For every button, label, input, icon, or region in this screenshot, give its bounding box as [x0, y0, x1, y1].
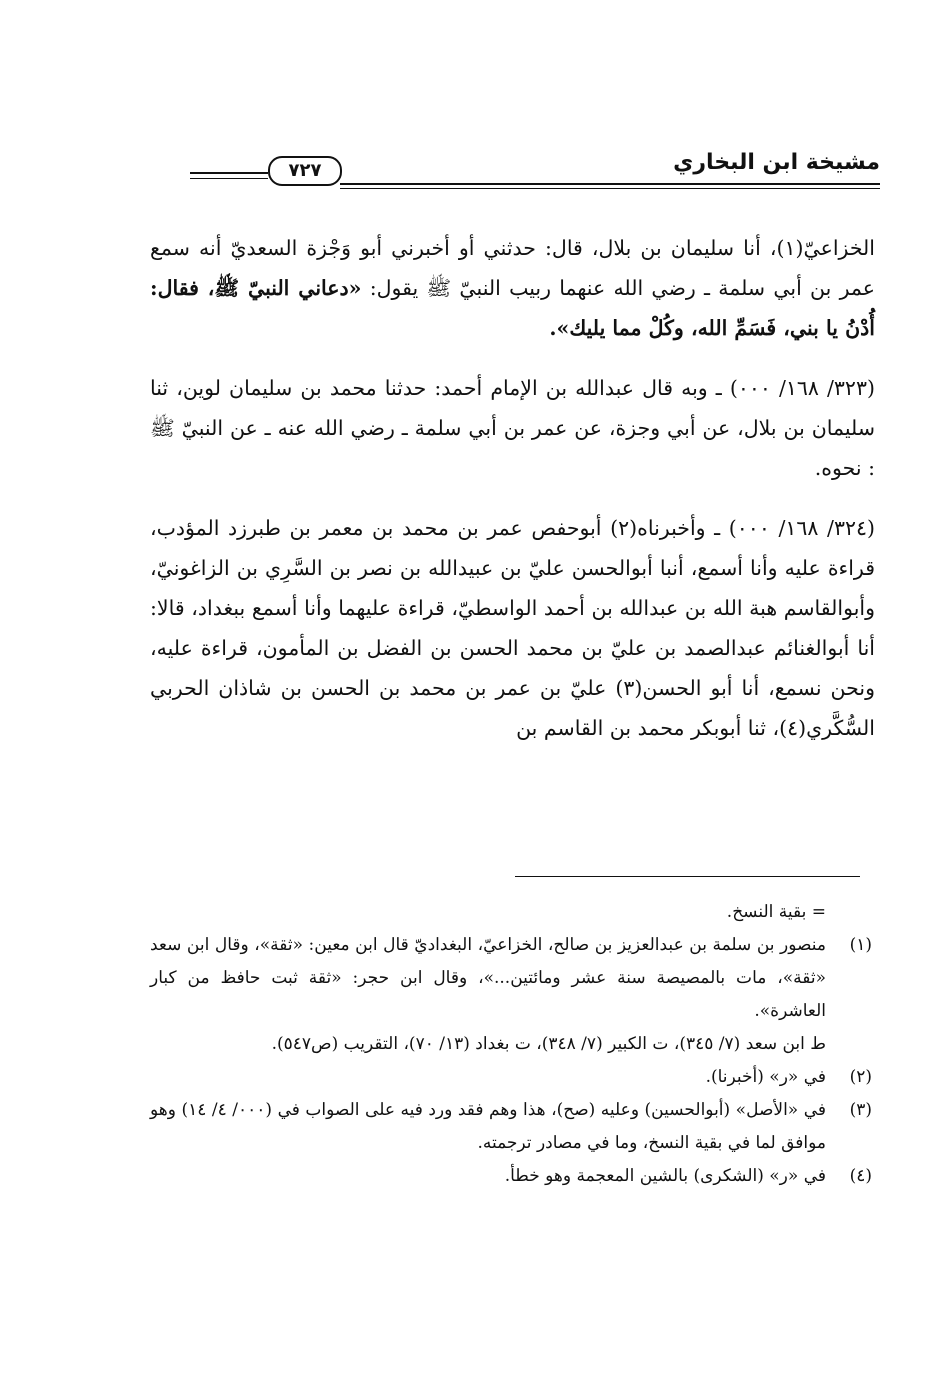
footnote-number: (١) — [849, 935, 872, 955]
footnote-number: (٤) — [849, 1166, 872, 1186]
footnote-text: في «ر» (أخبرنا). — [705, 1067, 826, 1087]
footnotes — [150, 896, 872, 1193]
footnote-number: (٣) — [849, 1100, 872, 1120]
footnote-text: منصور بن سلمة بن عبدالعزيز بن صالح، الخزاعيّ، البغداديّ قال ابن معين: «ثقة»، وقال ابن سعد «ثقة»، مات بالمصيصة سنة عشر ومائتين...»، وقال ابن حجر: «ثقة ثبت حافظ من كبار العاشرة». — [150, 935, 826, 1021]
footnote-divider — [515, 876, 860, 877]
book-title: مشيخة ابن البخاري — [673, 150, 880, 175]
main-text — [150, 228, 875, 768]
footnote-number: (٢) — [849, 1067, 872, 1087]
page-header — [150, 150, 880, 190]
header-rule-right-thin — [340, 188, 880, 189]
paragraph-1 — [150, 228, 875, 348]
footnote-continuation: = بقية النسخ. — [726, 902, 826, 922]
paragraph-1-hadith: «دعاني النبيّ ﷺ، فقال: أُدْنُ يا بني، فَسَمِّ الله، وكُلْ مما يليك». — [150, 276, 875, 340]
paragraph-1-text: الخزاعيّ(١)، أنا سليمان بن بلال، قال: حدثني أو أخبرني أبو وَجْزة السعديّ أنه سمع عمر بن أبي سلمة ـ رضي الله عنهما ربيب النبيّ ﷺ يقول: — [150, 236, 875, 300]
footnote-text: في «ر» (الشكرى) بالشين المعجمة وهو خطأ. — [504, 1166, 826, 1186]
paragraph-3: (٣٢٤/ ١٦٨/ ٠٠٠) ـ وأخبرناه(٢) أبوحفص عمر بن محمد بن معمر بن طبرزد المؤدب، قراءة عليه وأنا أسمع، أنبا أبوالحسن عليّ بن عبيدالله بن نصر بن السَّرِي بن الزاغونيّ، وأبوالقاسم هبة الله بن عبدالله بن أحمد الواسطيّ، قراءة عليهما وأنا أسمع ببغداد، قالا: أنا أبوالغنائم عبدالصمد بن عليّ بن محمد الحسن بن الفضل بن المأمون، قراءة عليه، ونحن نسمع، أنا أبو الحسن(٣) عليّ بن عمر بن محمد بن الحسن بن شاذان الحربي السُّكَّري(٤)، ثنا أبوبكر محمد بن القاسم بن — [150, 516, 875, 740]
paragraph-2: (٣٢٣/ ١٦٨/ ٠٠٠) ـ وبه قال عبدالله بن الإمام أحمد: حدثنا محمد بن سليمان لوين، ثنا سليمان بن بلال، عن أبي وجزة، عن عمر بن أبي سلمة ـ رضي الله عنه ـ عن النبيّ ﷺ : نحوه. — [150, 376, 875, 480]
footnote-4 — [150, 1160, 872, 1193]
footnote-1 — [150, 929, 872, 1028]
header-rule-left-thin — [190, 178, 268, 179]
page-number: ٧٢٧ — [268, 156, 342, 186]
footnote-text: في «الأصل» (أبوالحسين) وعليه (صح)، هذا وهم فقد ورد فيه على الصواب في (٠٠٠/ ٤/ ١٤) وهو موافق لما في بقية النسخ، وما في مصادر ترجمته. — [150, 1100, 826, 1153]
header-rule-left — [190, 172, 268, 174]
footnote-3 — [150, 1094, 872, 1160]
footnote-2 — [150, 1061, 872, 1094]
footnote-1-sources: ط ابن سعد (٧/ ٣٤٥)، ت الكبير (٧/ ٣٤٨)، ت بغداد (١٣/ ٧٠)، التقريب (ص٥٤٧). — [271, 1034, 826, 1054]
header-rule-right — [340, 183, 880, 185]
